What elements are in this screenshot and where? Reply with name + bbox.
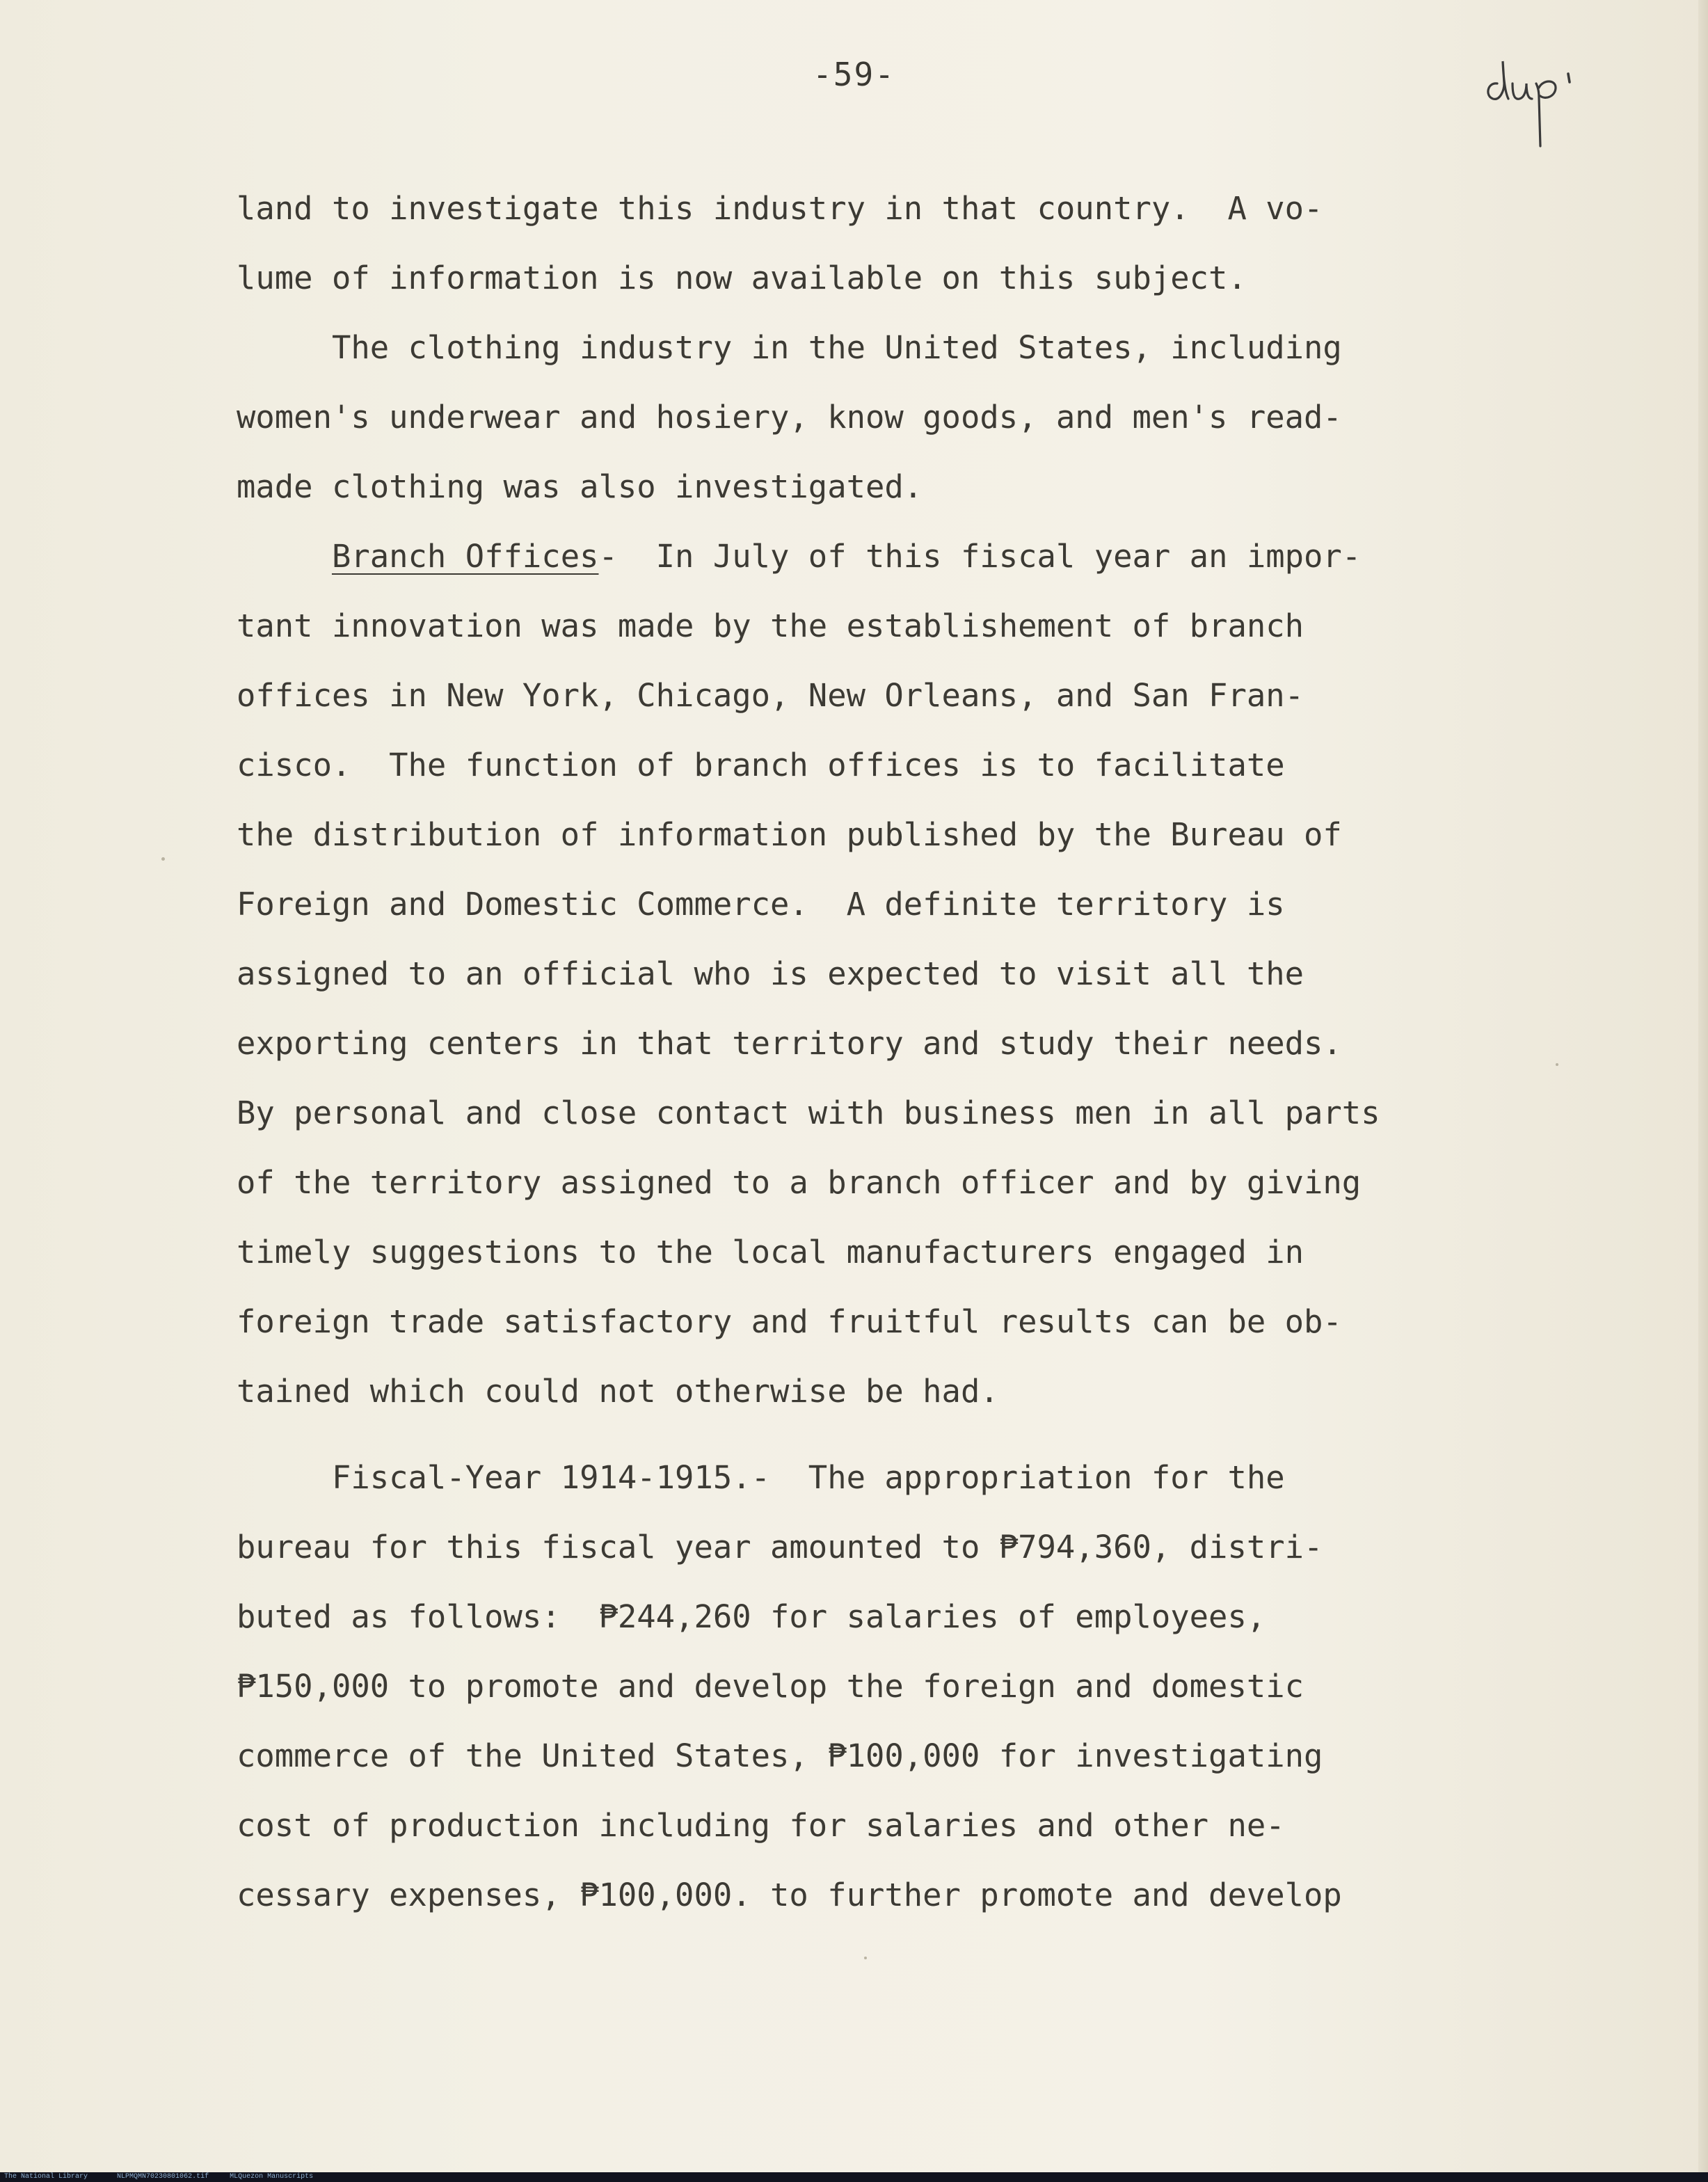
- text-line: offices in New York, Chicago, New Orleans, and San Fran-: [237, 677, 1304, 714]
- text-line: women's underwear and hosiery, know goods, and men's read-: [237, 399, 1342, 436]
- page-number: -59-: [813, 56, 895, 93]
- paragraph-gap: [237, 1426, 1572, 1443]
- section-heading-branch-offices: Branch Offices: [331, 538, 599, 575]
- text-line: foreign trade satisfactory and fruitful results can be ob-: [237, 1303, 1342, 1340]
- paper-speck: [864, 1957, 867, 1959]
- text-line: The clothing industry in the United States, including: [237, 329, 1342, 366]
- text-line: of the territory assigned to a branch officer and by giving: [237, 1164, 1362, 1201]
- footer-library: The National Library: [4, 2173, 88, 2181]
- paper-speck: [161, 857, 165, 861]
- text-line: tant innovation was made by the establishement of branch: [237, 607, 1304, 644]
- text-line: commerce of the United States, ₱100,000 for investigating: [237, 1737, 1323, 1774]
- text-line: land to investigate this industry in that country. A vo-: [237, 190, 1323, 227]
- paragraph-branch-offices: [237, 522, 1572, 1426]
- footer-file-id: NLPMQMN70230801062.tif: [117, 2173, 209, 2181]
- text-line: timely suggestions to the local manufacturers engaged in: [237, 1234, 1304, 1271]
- text-line: the distribution of information published by the Bureau of: [237, 816, 1342, 853]
- heading-run-in-text: - In July of this fiscal year an impor-: [598, 538, 1362, 575]
- text-line: cisco. The function of branch offices is to facilitate: [237, 747, 1285, 783]
- text-line: made clothing was also investigated.: [237, 468, 923, 505]
- handwritten-margin-note: [1482, 42, 1607, 167]
- text-line: lume of information is now available on this subject.: [237, 260, 1247, 296]
- paragraph-2: [237, 313, 1572, 522]
- indent: [237, 538, 332, 575]
- text-line: Fiscal-Year 1914-1915.- The appropriation for the: [237, 1459, 1285, 1496]
- paragraph-fiscal-year: [237, 1443, 1572, 1930]
- archive-footer: [0, 2172, 1708, 2182]
- text-line: exporting centers in that territory and study their needs.: [237, 1025, 1342, 1062]
- handwritten-note-drawing: [1482, 42, 1607, 167]
- paper-speck: [1556, 1063, 1558, 1066]
- text-line: buted as follows: ₱244,260 for salaries of employees,: [237, 1598, 1266, 1635]
- text-line: ₱150,000 to promote and develop the foreign and domestic: [237, 1668, 1304, 1705]
- text-line: Foreign and Domestic Commerce. A definite territory is: [237, 886, 1285, 923]
- text-line: By personal and close contact with business men in all parts: [237, 1094, 1380, 1131]
- text-line: tained which could not otherwise be had.: [237, 1373, 999, 1410]
- text-line: assigned to an official who is expected to visit all the: [237, 955, 1304, 992]
- text-line: cost of production including for salaries and other ne-: [237, 1807, 1285, 1844]
- page-edge-shadow: [1698, 0, 1708, 2172]
- text-line: [237, 522, 1572, 591]
- text-line: bureau for this fiscal year amounted to ₱794,360, distri-: [237, 1529, 1323, 1566]
- typed-body-text: [237, 174, 1572, 1930]
- paragraph-1: [237, 174, 1572, 313]
- footer-collection: MLQuezon Manuscripts: [230, 2173, 314, 2181]
- text-line: cessary expenses, ₱100,000. to further promote and develop: [237, 1877, 1342, 1913]
